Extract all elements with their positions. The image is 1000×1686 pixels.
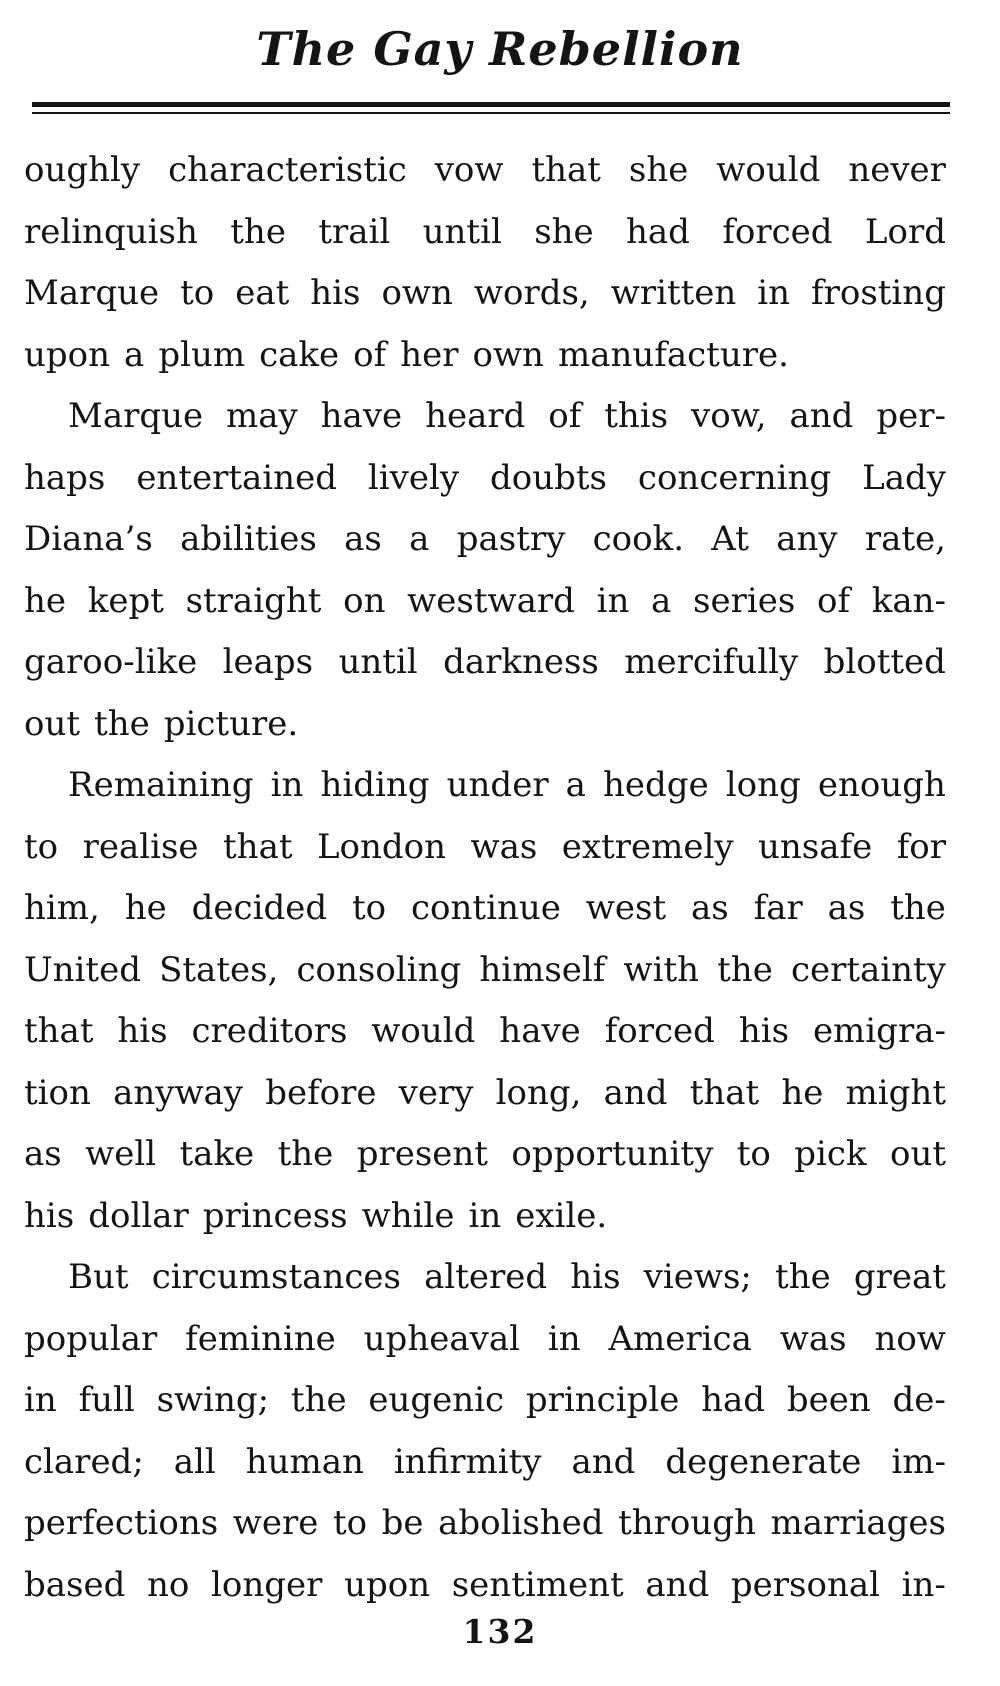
word: infirmity xyxy=(393,1441,542,1482)
word: straight xyxy=(185,580,322,621)
text-line xyxy=(24,1186,946,1248)
word: long xyxy=(725,765,801,805)
page-number: 132 xyxy=(462,1612,538,1651)
word: until xyxy=(338,642,418,682)
word: he xyxy=(124,888,167,928)
word: de- xyxy=(892,1380,946,1420)
word: his xyxy=(738,1011,790,1051)
word: circumstances xyxy=(151,1257,401,1297)
word: and xyxy=(645,1564,710,1605)
word: this xyxy=(604,396,669,436)
text-line xyxy=(24,1063,946,1125)
word: now xyxy=(874,1318,946,1359)
header-rule-thick xyxy=(32,102,950,107)
text-line xyxy=(24,1309,946,1371)
word: he xyxy=(781,1072,824,1113)
word: was xyxy=(779,1318,847,1359)
word: through xyxy=(618,1503,756,1543)
word: darkness xyxy=(443,642,599,682)
word: a xyxy=(565,765,586,805)
word: upheaval xyxy=(363,1318,520,1359)
word: Lord xyxy=(864,211,946,252)
text-line xyxy=(24,325,946,387)
word: vow, xyxy=(691,396,767,436)
word: in xyxy=(24,1380,57,1420)
word: words, xyxy=(473,273,590,313)
word: creditors xyxy=(191,1011,348,1051)
word: his xyxy=(117,1011,168,1051)
word: human xyxy=(245,1441,364,1482)
word: she xyxy=(534,211,594,252)
word: of xyxy=(816,580,851,621)
word: altered xyxy=(424,1257,548,1297)
word: the xyxy=(890,888,946,928)
word: views; xyxy=(643,1257,752,1297)
word: in xyxy=(270,765,304,805)
word: extremely xyxy=(561,826,734,867)
word: as xyxy=(691,888,729,928)
word: west xyxy=(585,888,667,928)
word: any xyxy=(776,519,838,559)
word: have xyxy=(320,396,403,436)
text-line xyxy=(24,386,946,448)
word: cake xyxy=(259,334,340,375)
word: westward xyxy=(407,580,575,621)
word: doubts xyxy=(489,457,607,498)
word: vow xyxy=(434,150,504,190)
word: oughly xyxy=(24,150,141,190)
word: himself xyxy=(479,949,606,990)
text-line xyxy=(24,509,946,571)
word: full xyxy=(78,1380,135,1420)
word: own xyxy=(472,334,544,375)
word: clared; xyxy=(24,1441,144,1482)
word: continue xyxy=(411,888,561,928)
word: well xyxy=(85,1134,157,1174)
word: certainty xyxy=(790,949,946,990)
word: as xyxy=(344,519,382,559)
word: and xyxy=(789,396,854,436)
word: him, xyxy=(24,888,100,928)
word: had xyxy=(626,211,690,252)
word: her xyxy=(400,334,459,375)
word: kept xyxy=(87,580,164,621)
word: been xyxy=(786,1380,871,1420)
text-line xyxy=(24,817,946,879)
word: may xyxy=(226,396,298,436)
text-line xyxy=(24,1555,946,1617)
word: great xyxy=(853,1257,946,1297)
word: Lady xyxy=(862,457,946,498)
word: pastry xyxy=(456,519,566,559)
word: abolished xyxy=(438,1503,604,1543)
word: and xyxy=(571,1441,636,1482)
word: States, xyxy=(159,949,279,990)
word: based xyxy=(24,1564,126,1605)
word: in xyxy=(596,580,630,621)
word: to xyxy=(24,826,59,867)
word: out xyxy=(889,1134,946,1174)
word: that xyxy=(24,1011,94,1051)
text-line xyxy=(24,755,946,817)
word: his xyxy=(24,1195,75,1236)
word: while xyxy=(361,1195,455,1236)
word: im- xyxy=(891,1441,946,1482)
word: have xyxy=(499,1011,581,1051)
text-line xyxy=(24,1432,946,1494)
word: forced xyxy=(722,211,833,252)
word: principle xyxy=(525,1380,680,1420)
word: all xyxy=(173,1441,216,1482)
word: leaps xyxy=(222,642,314,682)
word: she xyxy=(628,150,689,190)
word: a xyxy=(124,334,145,375)
word: manufacture. xyxy=(557,334,789,375)
word: the xyxy=(94,703,150,744)
word: far xyxy=(753,888,803,928)
word: eugenic xyxy=(368,1380,505,1420)
word: mercifully xyxy=(624,642,799,682)
word: his xyxy=(310,273,361,313)
word: entertained xyxy=(136,457,337,498)
word: decided xyxy=(191,888,328,928)
word: rate, xyxy=(864,519,946,559)
word: written xyxy=(610,273,737,313)
word: haps xyxy=(24,457,106,498)
word: popular xyxy=(24,1318,158,1359)
word: feminine xyxy=(185,1318,336,1359)
word: unsafe xyxy=(758,826,873,867)
word: picture. xyxy=(163,703,299,744)
word: kan- xyxy=(871,580,946,621)
word: that xyxy=(689,1072,760,1113)
word: per- xyxy=(876,396,946,436)
text-line xyxy=(24,632,946,694)
word: lively xyxy=(367,457,460,498)
word: take xyxy=(179,1134,255,1174)
word: Marque xyxy=(68,396,204,436)
word: emigra- xyxy=(812,1011,946,1051)
word: frosting xyxy=(811,273,946,313)
word: never xyxy=(848,150,946,190)
word: eat xyxy=(235,273,290,313)
word: on xyxy=(343,580,386,621)
word: before xyxy=(265,1072,377,1113)
word: would xyxy=(371,1011,476,1051)
word: tion xyxy=(24,1072,91,1113)
word: Marque xyxy=(24,273,160,313)
word: to xyxy=(351,888,387,928)
word: longer xyxy=(211,1564,323,1605)
word: United xyxy=(24,949,141,990)
word: realise xyxy=(82,826,199,867)
word: present xyxy=(356,1134,488,1174)
word: relinquish xyxy=(24,211,198,252)
word: heard xyxy=(425,396,526,436)
word: plum xyxy=(158,334,246,375)
word: in xyxy=(757,273,791,313)
word: his xyxy=(570,1257,621,1297)
word: of xyxy=(353,334,387,375)
word: the xyxy=(775,1257,831,1297)
word: series xyxy=(693,580,796,621)
word: were xyxy=(232,1503,319,1543)
word: very xyxy=(398,1072,474,1113)
word: no xyxy=(147,1564,190,1605)
text-line xyxy=(24,1370,946,1432)
word: characteristic xyxy=(168,150,407,190)
text-line xyxy=(24,202,946,264)
word: At xyxy=(711,519,749,559)
word: might xyxy=(845,1072,946,1113)
word: he xyxy=(24,580,67,621)
word: garoo-like xyxy=(24,642,198,682)
word: the xyxy=(717,949,773,990)
word: to xyxy=(332,1503,368,1543)
word: and xyxy=(603,1072,668,1113)
word: that xyxy=(531,150,601,190)
word: consoling xyxy=(296,949,462,990)
word: degenerate xyxy=(665,1441,862,1482)
word: opportunity xyxy=(511,1134,714,1174)
word: until xyxy=(422,211,502,252)
text-line xyxy=(24,878,946,940)
word: in xyxy=(547,1318,581,1359)
word: for xyxy=(896,826,946,867)
word: as xyxy=(827,888,866,928)
word: long, xyxy=(495,1072,582,1113)
body-text xyxy=(24,140,946,1616)
word: perfections xyxy=(24,1503,219,1543)
word: But xyxy=(68,1257,129,1297)
word: had xyxy=(701,1380,766,1420)
word: dollar xyxy=(88,1195,189,1236)
word: pick xyxy=(794,1134,867,1174)
word: upon xyxy=(344,1564,431,1605)
word: Diana’s xyxy=(24,519,153,559)
word: London xyxy=(316,826,447,867)
word: abilities xyxy=(180,519,317,559)
word: America xyxy=(608,1318,752,1359)
word: upon xyxy=(24,334,111,375)
word: blotted xyxy=(823,642,946,682)
word: forced xyxy=(604,1011,715,1051)
word: own xyxy=(381,273,453,313)
word: personal xyxy=(730,1564,880,1605)
word: in- xyxy=(901,1564,946,1605)
text-line xyxy=(24,571,946,633)
word: marriages xyxy=(770,1503,946,1543)
text-line xyxy=(24,263,946,325)
word: as xyxy=(24,1134,62,1174)
header-rule-thin xyxy=(32,112,950,114)
text-line xyxy=(24,140,946,202)
word: was xyxy=(470,826,538,867)
word: the xyxy=(290,1380,347,1420)
text-line xyxy=(24,1247,946,1309)
text-line xyxy=(24,1124,946,1186)
word: anyway xyxy=(113,1072,244,1113)
word: concerning xyxy=(637,457,832,498)
word: exile. xyxy=(515,1195,608,1236)
word: a xyxy=(409,519,430,559)
word: with xyxy=(623,949,700,990)
word: to xyxy=(736,1134,771,1174)
word: swing; xyxy=(156,1380,270,1420)
word: of xyxy=(548,396,582,436)
word: a xyxy=(651,580,672,621)
text-line xyxy=(24,694,946,756)
word: hiding xyxy=(320,765,430,805)
word: sentiment xyxy=(451,1564,624,1605)
word: the xyxy=(277,1134,334,1174)
word: out xyxy=(24,703,81,744)
word: trail xyxy=(318,211,391,252)
word: in xyxy=(468,1195,502,1236)
text-line xyxy=(24,1001,946,1063)
word: enough xyxy=(817,765,946,805)
text-line xyxy=(24,448,946,510)
word: hedge xyxy=(603,765,709,805)
text-line xyxy=(24,1493,946,1555)
word: be xyxy=(381,1503,424,1543)
word: under xyxy=(446,765,549,805)
word: that xyxy=(223,826,293,867)
running-head-title: The Gay Rebellion xyxy=(256,22,744,76)
text-line xyxy=(24,940,946,1002)
word: Remaining xyxy=(68,765,254,805)
word: would xyxy=(716,150,821,190)
word: princess xyxy=(202,1195,348,1236)
word: cook. xyxy=(592,519,685,559)
word: the xyxy=(230,211,286,252)
word: to xyxy=(180,273,215,313)
